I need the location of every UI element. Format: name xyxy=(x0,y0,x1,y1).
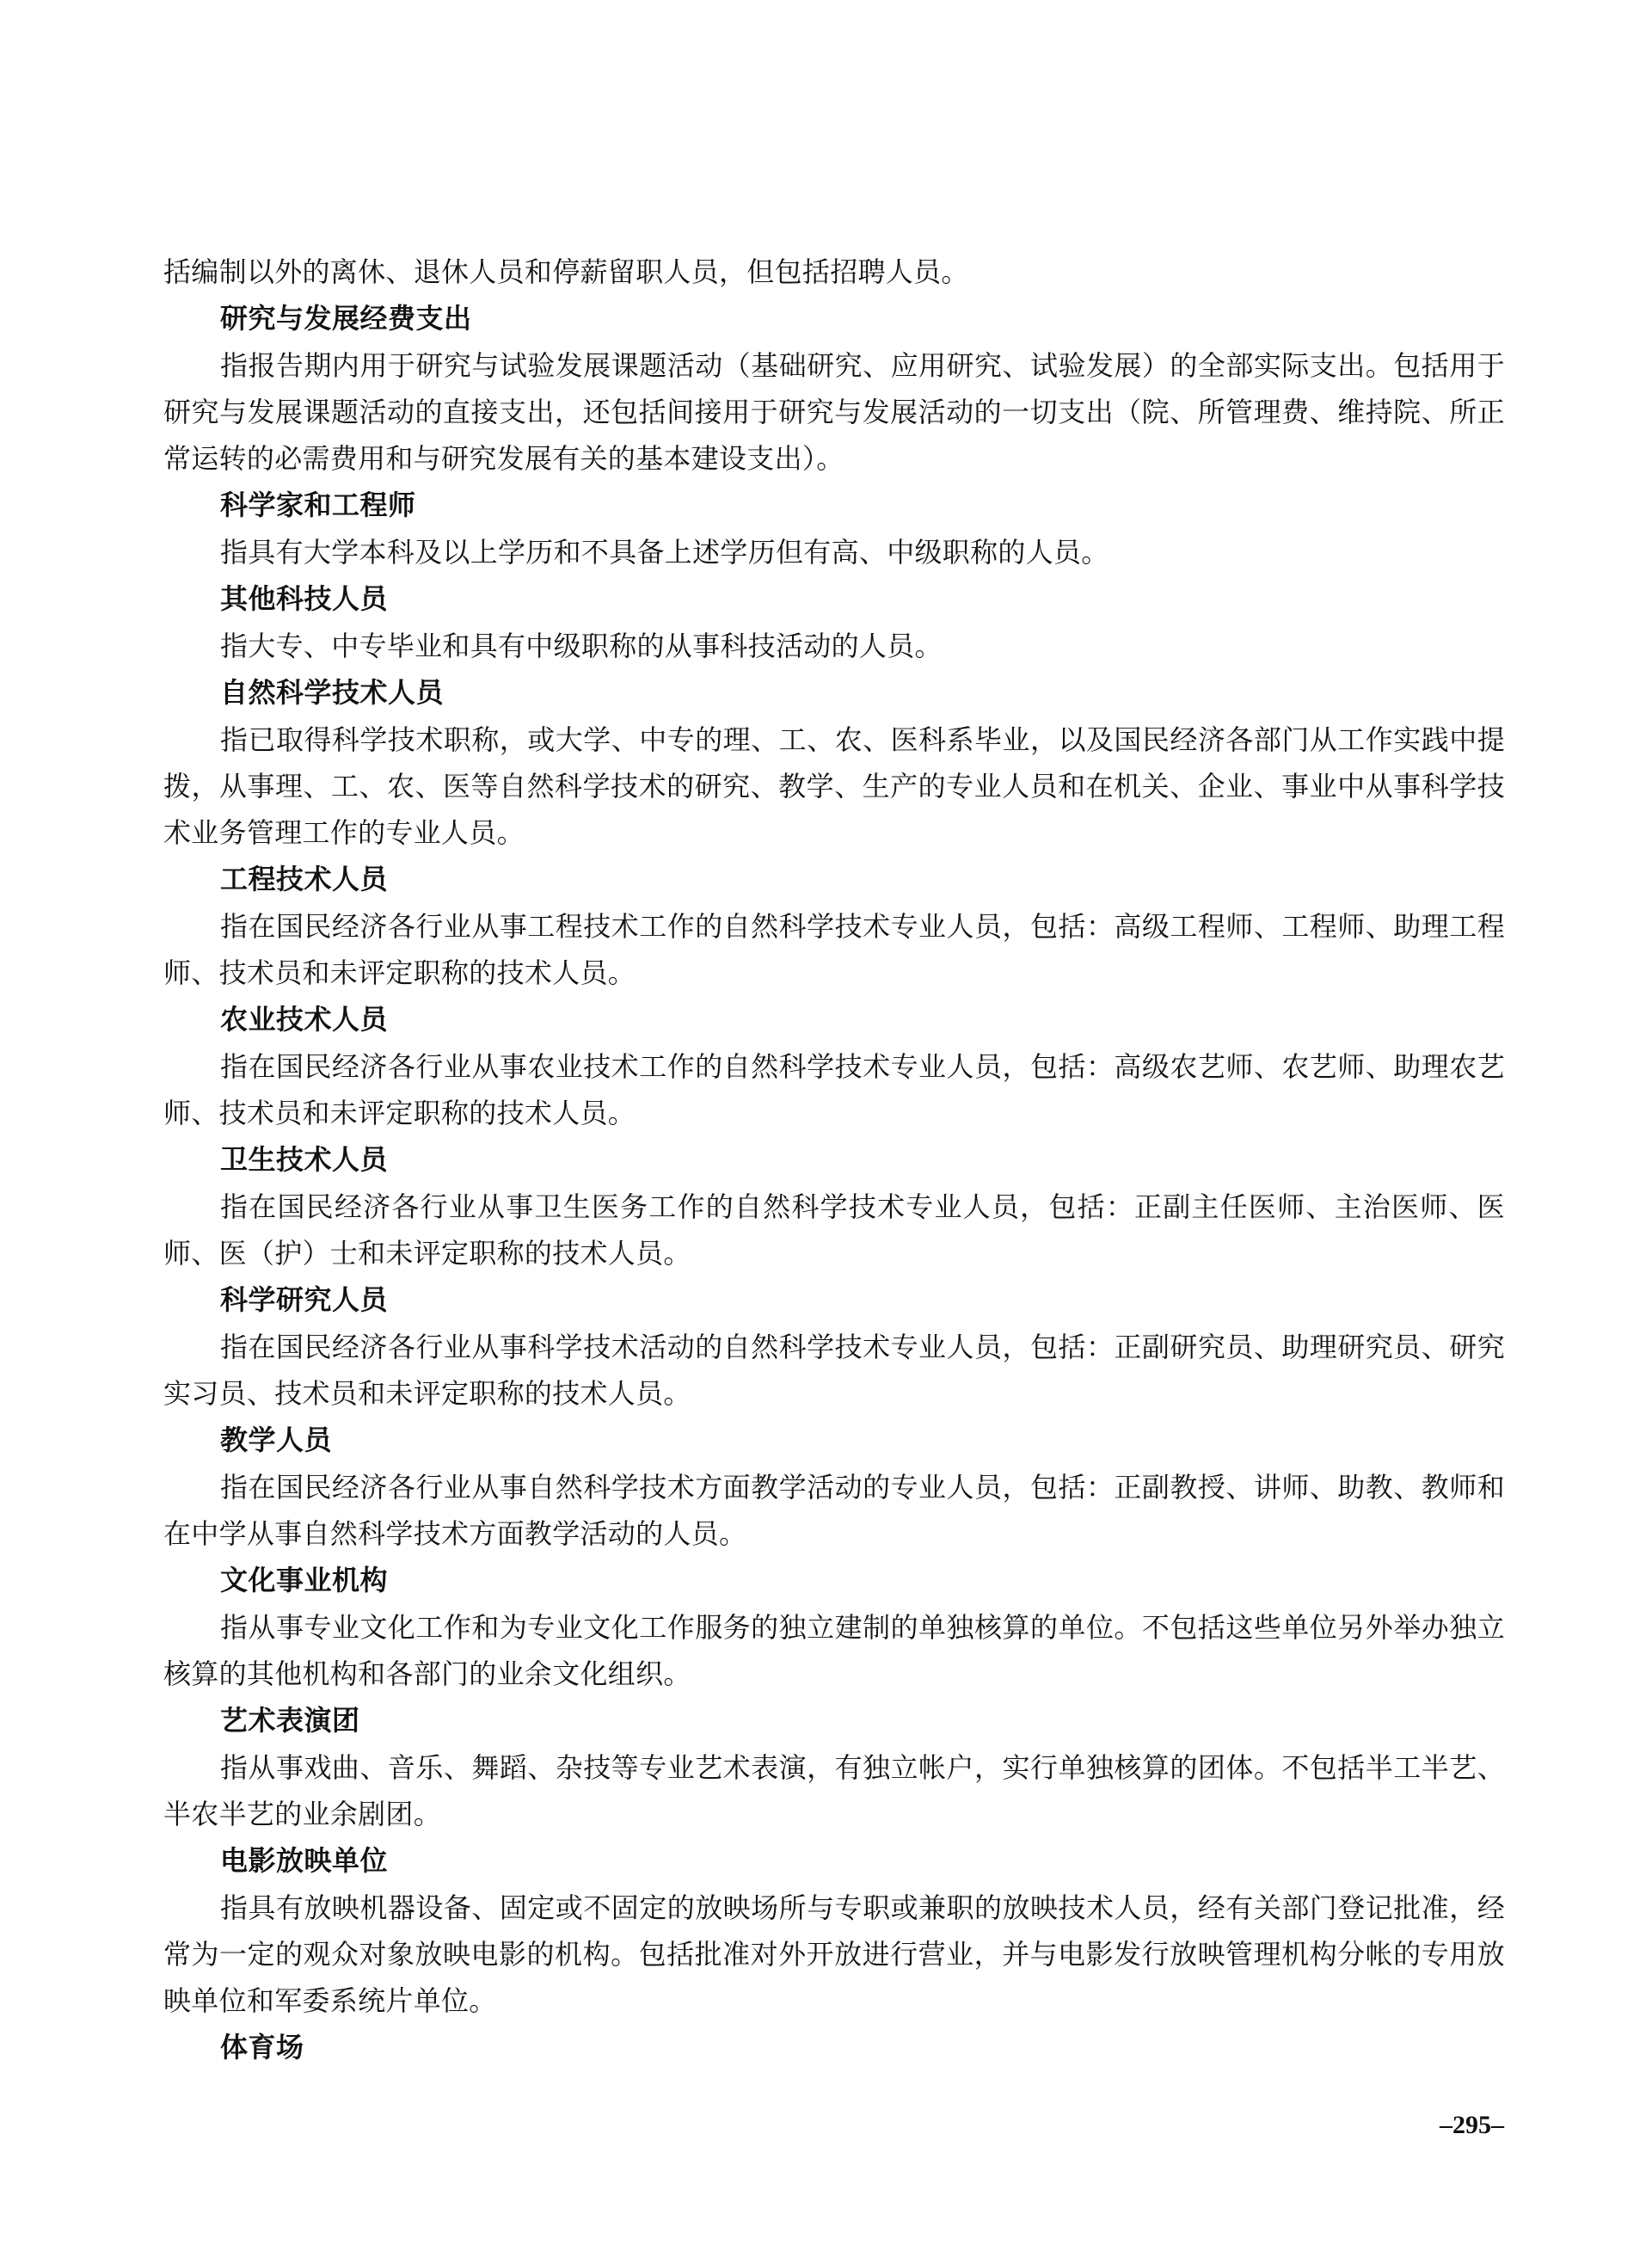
term-heading: 电影放映单位 xyxy=(220,1844,389,1877)
continued-text: 括编制以外的离休、退休人员和停薪留职人员，但包括招聘人员。 xyxy=(163,255,969,288)
term-heading: 其他科技人员 xyxy=(220,582,389,615)
page-number: –295– xyxy=(1440,2111,1504,2139)
term-heading: 教学人员 xyxy=(220,1424,333,1456)
term-heading: 卫生技术人员 xyxy=(220,1143,389,1176)
term-heading: 研究与发展经费支出 xyxy=(220,302,472,335)
glossary-entry xyxy=(163,1697,1505,1837)
glossary-entry xyxy=(163,482,1505,575)
term-definition: 指大专、中专毕业和具有中级职称的从事科技活动的人员。 xyxy=(220,630,943,662)
term-definition: 指从事戏曲、音乐、舞蹈、杂技等专业艺术表演，有独立帐户，实行单独核算的团体。不包括半工半艺、半农半艺的业余剧团。 xyxy=(163,1751,1505,1830)
term-heading: 科学家和工程师 xyxy=(220,489,416,521)
term-heading: 自然科学技术人员 xyxy=(220,676,445,709)
glossary-entry xyxy=(163,996,1505,1136)
glossary-entry xyxy=(163,1417,1505,1557)
term-heading: 科学研究人员 xyxy=(220,1283,389,1316)
term-definition: 指具有大学本科及以上学历和不具备上述学历但有高、中级职称的人员。 xyxy=(220,536,1109,569)
glossary-entry xyxy=(163,1136,1505,1276)
glossary-entry xyxy=(163,2024,1505,2071)
glossary-entry xyxy=(163,1276,1505,1417)
glossary-entry xyxy=(163,1837,1505,2024)
term-definition: 指在国民经济各行业从事农业技术工作的自然科学技术专业人员，包括：高级农艺师、农艺师、助理农艺师、技术员和未评定职称的技术人员。 xyxy=(163,1050,1505,1129)
term-heading: 文化事业机构 xyxy=(220,1564,389,1596)
term-definition: 指在国民经济各行业从事科学技术活动的自然科学技术专业人员，包括：正副研究员、助理研究员、研究实习员、技术员和未评定职称的技术人员。 xyxy=(163,1331,1505,1410)
page-body xyxy=(163,249,1505,2071)
glossary-entry xyxy=(163,575,1505,669)
glossary-entry xyxy=(163,1557,1505,1697)
term-definition: 指在国民经济各行业从事自然科学技术方面教学活动的专业人员，包括：正副教授、讲师、助教、教师和在中学从事自然科学技术方面教学活动的人员。 xyxy=(163,1471,1505,1550)
glossary-entry xyxy=(163,669,1505,856)
term-heading: 体育场 xyxy=(220,2031,304,2063)
term-definition: 指在国民经济各行业从事工程技术工作的自然科学技术专业人员，包括：高级工程师、工程师、助理工程师、技术员和未评定职称的技术人员。 xyxy=(163,910,1505,989)
term-definition: 指从事专业文化工作和为专业文化工作服务的独立建制的单独核算的单位。不包括这些单位另外举办独立核算的其他机构和各部门的业余文化组织。 xyxy=(163,1611,1505,1690)
term-heading: 农业技术人员 xyxy=(220,1003,389,1036)
term-definition: 指具有放映机器设备、固定或不固定的放映场所与专职或兼职的放映技术人员，经有关部门登记批准，经常为一定的观众对象放映电影的机构。包括批准对外开放进行营业，并与电影发行放映管理机构分帐的专用放映单位和军委系统片单位。 xyxy=(163,1891,1505,2017)
term-heading: 工程技术人员 xyxy=(220,863,389,895)
glossary-entry xyxy=(163,856,1505,996)
term-definition: 指在国民经济各行业从事卫生医务工作的自然科学技术专业人员，包括：正副主任医师、主治医师、医师、医（护）士和未评定职称的技术人员。 xyxy=(163,1190,1505,1270)
glossary-entry xyxy=(163,295,1505,482)
term-definition: 指报告期内用于研究与试验发展课题活动（基础研究、应用研究、试验发展）的全部实际支出。包括用于研究与发展课题活动的直接支出，还包括间接用于研究与发展活动的一切支出（院、所管理费、维持院、所正常运转的必需费用和与研究发展有关的基本建设支出）。 xyxy=(163,349,1505,475)
term-definition: 指已取得科学技术职称，或大学、中专的理、工、农、医科系毕业，以及国民经济各部门从工作实践中提拨，从事理、工、农、医等自然科学技术的研究、教学、生产的专业人员和在机关、企业、事业中从事科学技术业务管理工作的专业人员。 xyxy=(163,723,1505,849)
term-heading: 艺术表演团 xyxy=(220,1704,360,1737)
